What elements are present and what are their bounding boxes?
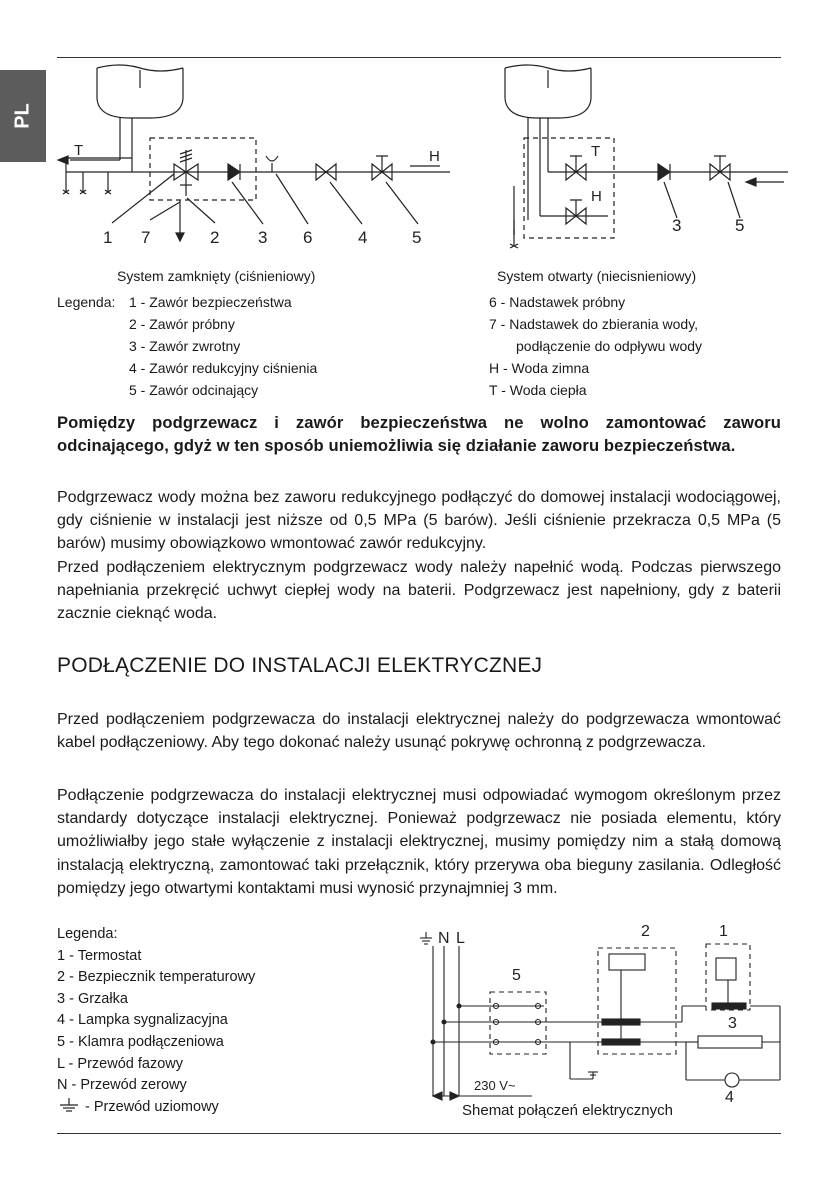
language-tab: PL	[0, 70, 46, 162]
open-system-caption: System otwarty (niecisnieniowy)	[497, 268, 697, 284]
legend2-item: 2 - Bezpiecznik temperaturowy	[57, 969, 256, 986]
closed-label-H: H	[429, 148, 440, 165]
wiring-num-3: 3	[728, 1015, 737, 1032]
top-rule	[57, 57, 781, 58]
closed-system-diagram	[50, 60, 450, 250]
wiring-num-5: 5	[512, 967, 521, 984]
open-label-3: 3	[672, 216, 682, 235]
legend1-item-7: 7 - Nadstawek do zbierania wody,	[489, 316, 699, 332]
wiring-label-N: N	[438, 930, 450, 947]
legend1-item-7b: podłączenie do odpływu wody	[516, 338, 703, 354]
legend1-item-T: T - Woda ciepła	[489, 382, 587, 398]
legend2-item: 4 - Lampka sygnalizacyjna	[57, 1012, 228, 1029]
legend2-item: 1 - Termostat	[57, 947, 142, 964]
closed-label-T: T	[74, 142, 84, 159]
wiring-label-L: L	[456, 930, 465, 947]
bottom-rule	[57, 1133, 781, 1134]
wiring-num-2: 2	[641, 923, 650, 940]
wiring-diagram	[412, 918, 792, 1123]
legend2-item-ground: - Przewód uziomowy	[57, 1097, 255, 1119]
legend2-title: Legenda:	[57, 926, 118, 942]
legend1-item-2: 2 - Zawór próbny	[129, 316, 235, 332]
paragraph-switch: Podłączenie podgrzewacza do instalacji elektrycznej musi odpowiadać wymogom określonym przez standardy dotyczące instalacji elektrycznej. Ponieważ podgrzewacz nie posiada elementu, który umożliwiałby jego stałe wyłączenie z instalacji elektrycznej, musimy pomiędzy nim a stałą domową instalacją elektryczną, zamontować taki przełącznik, który przerywa oba bieguny zasilania. Odległość pomiędzy jego otwartymi kontaktami musi wynosić przynajmniej 3 mm.	[57, 787, 781, 897]
legend1-item-1: 1 - Zawór bezpieczeństwa	[129, 294, 292, 310]
legend1-item-6: 6 - Nadstawek próbny	[489, 294, 626, 310]
closed-label-4: 4	[358, 228, 368, 247]
paragraph-cable: Przed podłączeniem podgrzewacza do instalacji elektrycznej należy do podgrzewacza wmontować kabel podłączeniowy. Aby tego dokonać należy usunąć pokrywę ochronną z podgrzewacza.	[57, 711, 781, 752]
closed-label-6: 6	[303, 228, 313, 247]
paragraph-reducer: Podgrzewacz wody można bez zaworu redukcyjnego podłączyć do domowej instalacji wodociągowej, gdy ciśnienie w instalacji jest niższe od 0,5 MPa (5 barów). Jeśli ciśnienie przekracza 0,5 MPa (5 barów) musimy obowiązkowo wmontować zawór redukcyjny.	[57, 489, 781, 553]
legend1-item-3: 3 - Zawór zwrotny	[129, 338, 241, 354]
legend2-item: L - Przewód fazowy	[57, 1055, 183, 1072]
paragraph-filling: Przed podłączeniem elektrycznym podgrzewacz wody należy napełnić wodą. Podczas pierwszego napełniania przekręcić uchwyt ciepłej wody na baterii. Podgrzewacz jest napełniony, gdy z baterii zacznie cieknąć woda.	[57, 559, 781, 623]
ground-icon	[57, 1098, 81, 1114]
legend1-item-5: 5 - Zawór odcinający	[129, 382, 259, 398]
legend2-item: 3 - Grzałka	[57, 990, 128, 1007]
check-valve	[228, 164, 240, 180]
electrical-legend	[57, 924, 255, 1118]
open-label-5: 5	[735, 216, 745, 235]
legend2-item: N - Przewód zerowy	[57, 1077, 187, 1094]
closed-label-3: 3	[258, 228, 268, 247]
legend1-item-4: 4 - Zawór redukcyjny ciśnienia	[129, 360, 318, 376]
legend1-item-H: H - Woda zimna	[489, 360, 590, 376]
closed-system-caption: System zamknięty (ciśnieniowy)	[117, 268, 316, 284]
closed-label-2: 2	[210, 228, 220, 247]
legend2-item: 5 - Klamra podłączeniowa	[57, 1033, 224, 1050]
voltage-label: 230 V~	[474, 1078, 516, 1093]
heater-element	[698, 1036, 762, 1048]
open-label-T: T	[591, 143, 601, 160]
open-label-H: H	[591, 188, 602, 205]
legend1-prefix: Legenda:	[57, 294, 116, 310]
closed-label-7: 7	[141, 228, 151, 247]
closed-label-1: 1	[103, 228, 113, 247]
wiring-num-1: 1	[719, 923, 728, 940]
safety-warning: Pomiędzy podgrzewacz i zawór bezpieczeństwa ne wolno zamontować zaworu odcinającego, gdyż w ten sposób uniemożliwia się działanie zaworu bezpieczeństwa.	[57, 413, 781, 456]
wiring-num-4: 4	[725, 1089, 734, 1106]
signal-lamp	[725, 1073, 739, 1087]
section-title: PODŁĄCZENIE DO INSTALACJI ELEKTRYCZNEJ	[57, 654, 543, 677]
shutoff-valve	[372, 156, 392, 180]
thermal-cutout-box	[598, 948, 676, 1054]
test-nozzle	[266, 156, 278, 172]
closed-label-5: 5	[412, 228, 422, 247]
wiring-caption: Shemat połączeń elektrycznych	[462, 1102, 673, 1119]
open-system-diagram	[488, 60, 788, 260]
